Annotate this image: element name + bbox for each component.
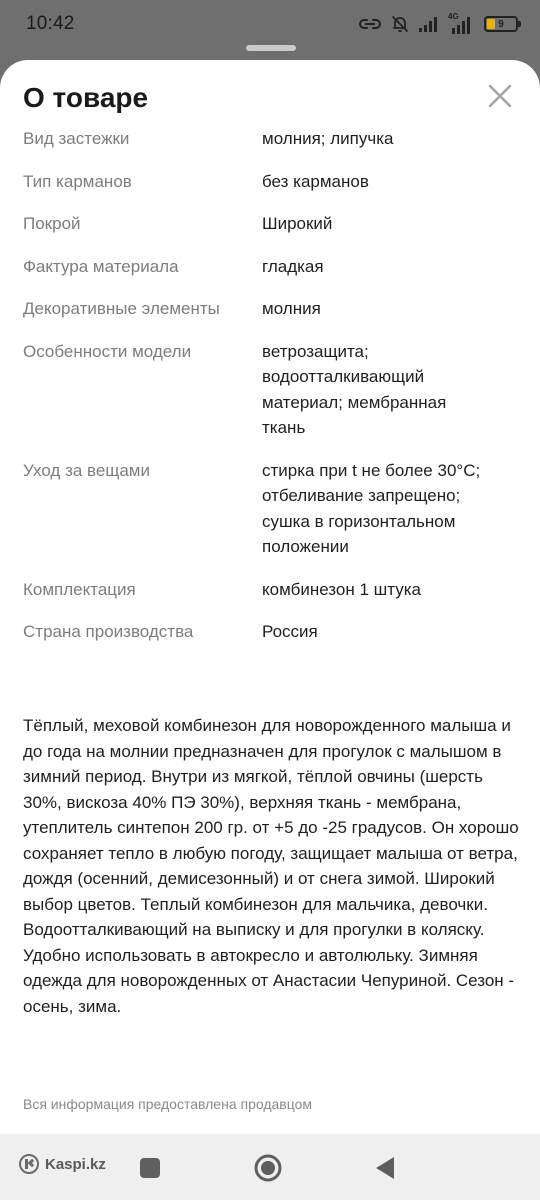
home-icon	[253, 1153, 283, 1183]
status-icons	[358, 12, 518, 36]
spec-value: гладкая	[262, 256, 324, 276]
kaspi-app-label	[19, 1154, 106, 1174]
signal-4g-icon	[448, 14, 476, 34]
spec-row-texture	[0, 254, 540, 297]
battery-level: 9	[498, 18, 504, 30]
spec-label: Фактура материала	[23, 256, 179, 276]
spec-row-pockets	[0, 169, 540, 212]
spec-value: стирка при t не более 30°C; отбеливание запрещено; сушка в горизонтальном положении	[262, 460, 481, 556]
spec-row-country	[0, 619, 540, 662]
back-icon	[373, 1155, 397, 1181]
home-button[interactable]	[250, 1150, 286, 1186]
product-description: Тёплый, меховой комбинезон для новорожденного малыша и до года на молнии предназначен для прогулок с малышом в зимний период. Внутри из мягкой, тёплой овчины (шерсть 30%, вискоза 40% ПЭ 30%), верхняя ткань - мембрана, утеплитель синтепон 200 гр. от +5 до -25 градусов. Он хорошо сохраняет тепло в любую погоду, защищает малыша от ветра, дождя (осенний, демисезонный) и от снега зимой. Широкий выбор цветов. Теплый комбинезон для мальчика, девочки. Водоотталкивающий на выписку и для прогулки в коляску. Удобно использовать в автокресло и автолюльку. Зимняя одежда для новорожденных от Анастасии Чепуриной. Сезон - осень, зима.	[23, 716, 519, 1016]
spec-label: Декоративные элементы	[23, 299, 220, 318]
product-info-sheet	[0, 60, 540, 1134]
status-time: 10:42	[26, 13, 75, 34]
spec-label: Особенности модели	[23, 341, 192, 361]
close-icon	[487, 83, 513, 109]
bell-off-icon	[390, 14, 410, 34]
network-type-label: 4G	[448, 12, 459, 21]
recents-icon	[139, 1157, 161, 1179]
sheet-title: О товаре	[23, 82, 149, 113]
spec-label: Комплектация	[23, 579, 136, 599]
spec-value: комбинезон 1 штука	[262, 579, 422, 599]
kaspi-logo-icon	[19, 1154, 39, 1174]
link-icon	[358, 15, 382, 33]
kaspi-app-name: Kaspi.kz	[45, 1155, 106, 1173]
spec-row-features	[0, 339, 540, 458]
spec-label: Уход за вещами	[23, 460, 150, 480]
close-button[interactable]	[482, 78, 518, 114]
back-button[interactable]	[367, 1150, 403, 1186]
seller-disclaimer: Вся информация предоставлена продавцом	[23, 1096, 313, 1112]
spec-label: Вид застежки	[23, 129, 130, 148]
spec-row-decor	[0, 296, 540, 339]
spec-value: Широкий	[262, 214, 333, 233]
status-bar	[0, 0, 540, 50]
recents-button[interactable]	[132, 1150, 168, 1186]
spec-value: молния	[262, 299, 321, 318]
spec-value: без карманов	[262, 171, 369, 191]
spec-label: Страна производства	[23, 622, 194, 641]
spec-row-fastener	[0, 126, 540, 169]
spec-label: Тип карманов	[23, 171, 132, 191]
sheet-drag-handle[interactable]	[246, 45, 296, 51]
spec-value: Россия	[262, 622, 318, 641]
spec-row-contents	[0, 577, 540, 620]
specs-list	[0, 126, 540, 662]
spec-value: молния; липучка	[262, 129, 394, 148]
spec-row-cut	[0, 211, 540, 254]
spec-value: ветрозащита; водоотталкивающий материал; мембранная ткань	[262, 341, 447, 437]
signal-icon	[418, 16, 440, 32]
system-nav-bar	[0, 1134, 540, 1200]
battery-icon	[484, 16, 518, 32]
spec-row-care	[0, 458, 540, 577]
spec-label: Покрой	[23, 214, 81, 233]
